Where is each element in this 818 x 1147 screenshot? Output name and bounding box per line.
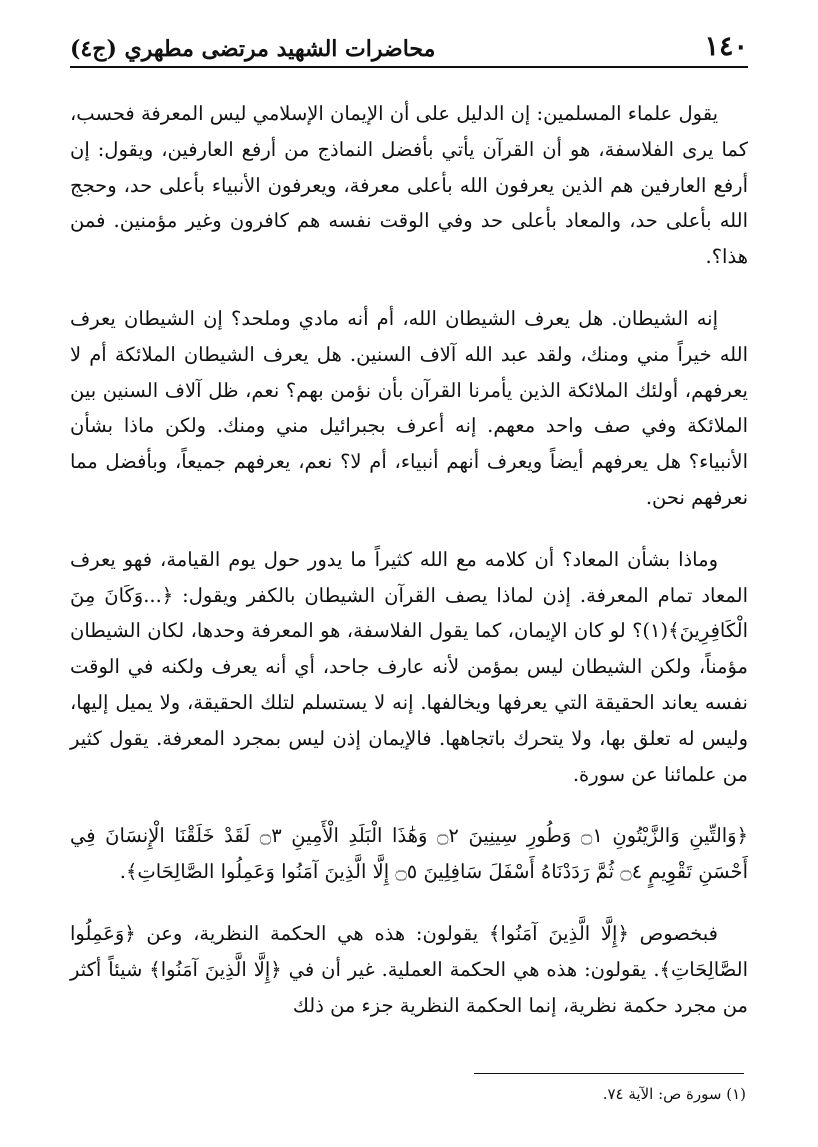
- page-number: ١٤٠: [704, 31, 748, 62]
- paragraph-1: يقول علماء المسلمين: إن الدليل على أن الإيمان الإسلامي ليس المعرفة فحسب، كما يرى الفلاسفة، هو أن القرآن يأتي بأفضل النماذج من أرفع العارفين، ويقول: إن أرفع العارفين هم الذين يعرفون الله بأعلى معرفة، ويعرفون الأنبياء بأعلى حد، وحجج الله بأعلى حد، والمعاد بأعلى حد وفي الوقت نفسه هم كافرون وغير مؤمنين. فمن هذا؟.: [70, 102, 748, 269]
- quran-verses: ﴿وَالتِّينِ وَالزَّيْتُونِ ۝١ وَطُورِ سِينِينَ ۝٢ وَهَٰذَا الْبَلَدِ الْأَمِينِ ۝٣ لَقَدْ خَلَقْنَا الْإِنسَانَ فِي أَحْسَنِ تَقْوِيمٍ ۝٤ ثُمَّ رَدَدْنَاهُ أَسْفَلَ سَافِلِينَ ۝٥ إِلَّا الَّذِينَ آمَنُوا وَعَمِلُوا الصَّالِحَاتِ﴾.: [70, 824, 749, 884]
- paragraph-2: إنه الشيطان. هل يعرف الشيطان الله، أم أنه مادي وملحد؟ إن الشيطان يعرف الله خيراً مني ومنك، ولقد عبد الله آلاف السنين. هل يعرف الشيطان الملائكة أم لا يعرفهم، أولئك الملائكة الذين يأمرنا القرآن بأن نؤمن بهم؟ نعم، ظل آلاف السنين بين الملائكة وفي صف واحد معهم. إنه أعرف بجبرائيل مني ومنك. ولكن ماذا بشأن الأنبياء؟ هل يعرفهم أيضاً ويعرف أنهم أنبياء، أم لا؟ نعم، يعرفهم جميعاً، وبأفضل مما نعرفهم نحن.: [70, 306, 748, 509]
- main-text: [70, 96, 748, 1049]
- paragraph-3: وماذا بشأن المعاد؟ أن كلامه مع الله كثيراً ما يدور حول يوم القيامة، فهو يعرف المعاد تمام المعرفة. إذن لماذا يصف القرآن الشيطان بالكفر ويقول: ﴿...وَكَانَ مِنَ الْكَافِرِينَ﴾(١)؟ لو كان الإيمان، كما يقول الفلاسفة، هو المعرفة وحدها، لكان الشيطان مؤمناً، ولكن الشيطان ليس بمؤمن لأنه عارف جاحد، أي أنه يعرف ولكنه في الوقت نفسه يعاند الحقيقة التي يعرفها ويخالفها. إنه لا يستسلم لتلك الحقيقة، ولا يميل إليها، وليس له تعلق بها، ولا يتحرك باتجاهها. فالإيمان إذن ليس بمجرد المعرفة. يقول كثير من علمائنا عن سورة.: [70, 547, 748, 786]
- book-title: محاضرات الشهيد مرتضى مطهري (ج٤): [70, 36, 436, 62]
- paragraph-4: فبخصوص ﴿إِلَّا الَّذِينَ آمَنُوا﴾ يقولون: هذه هي الحكمة النظرية، وعن ﴿وَعَمِلُوا الصَّالِحَاتِ﴾. يقولون: هذه هي الحكمة العملية. غير أن في ﴿إِلَّا الَّذِينَ آمَنُوا﴾ شيئاً أكثر من مجرد حكمة نظرية، إنما الحكمة النظرية جزء من ذلك: [70, 921, 748, 1017]
- footnote: (١) سورة ص: الآية ٧٤.: [602, 1085, 746, 1103]
- footnote-divider: [474, 1073, 744, 1074]
- page-header: [70, 28, 748, 68]
